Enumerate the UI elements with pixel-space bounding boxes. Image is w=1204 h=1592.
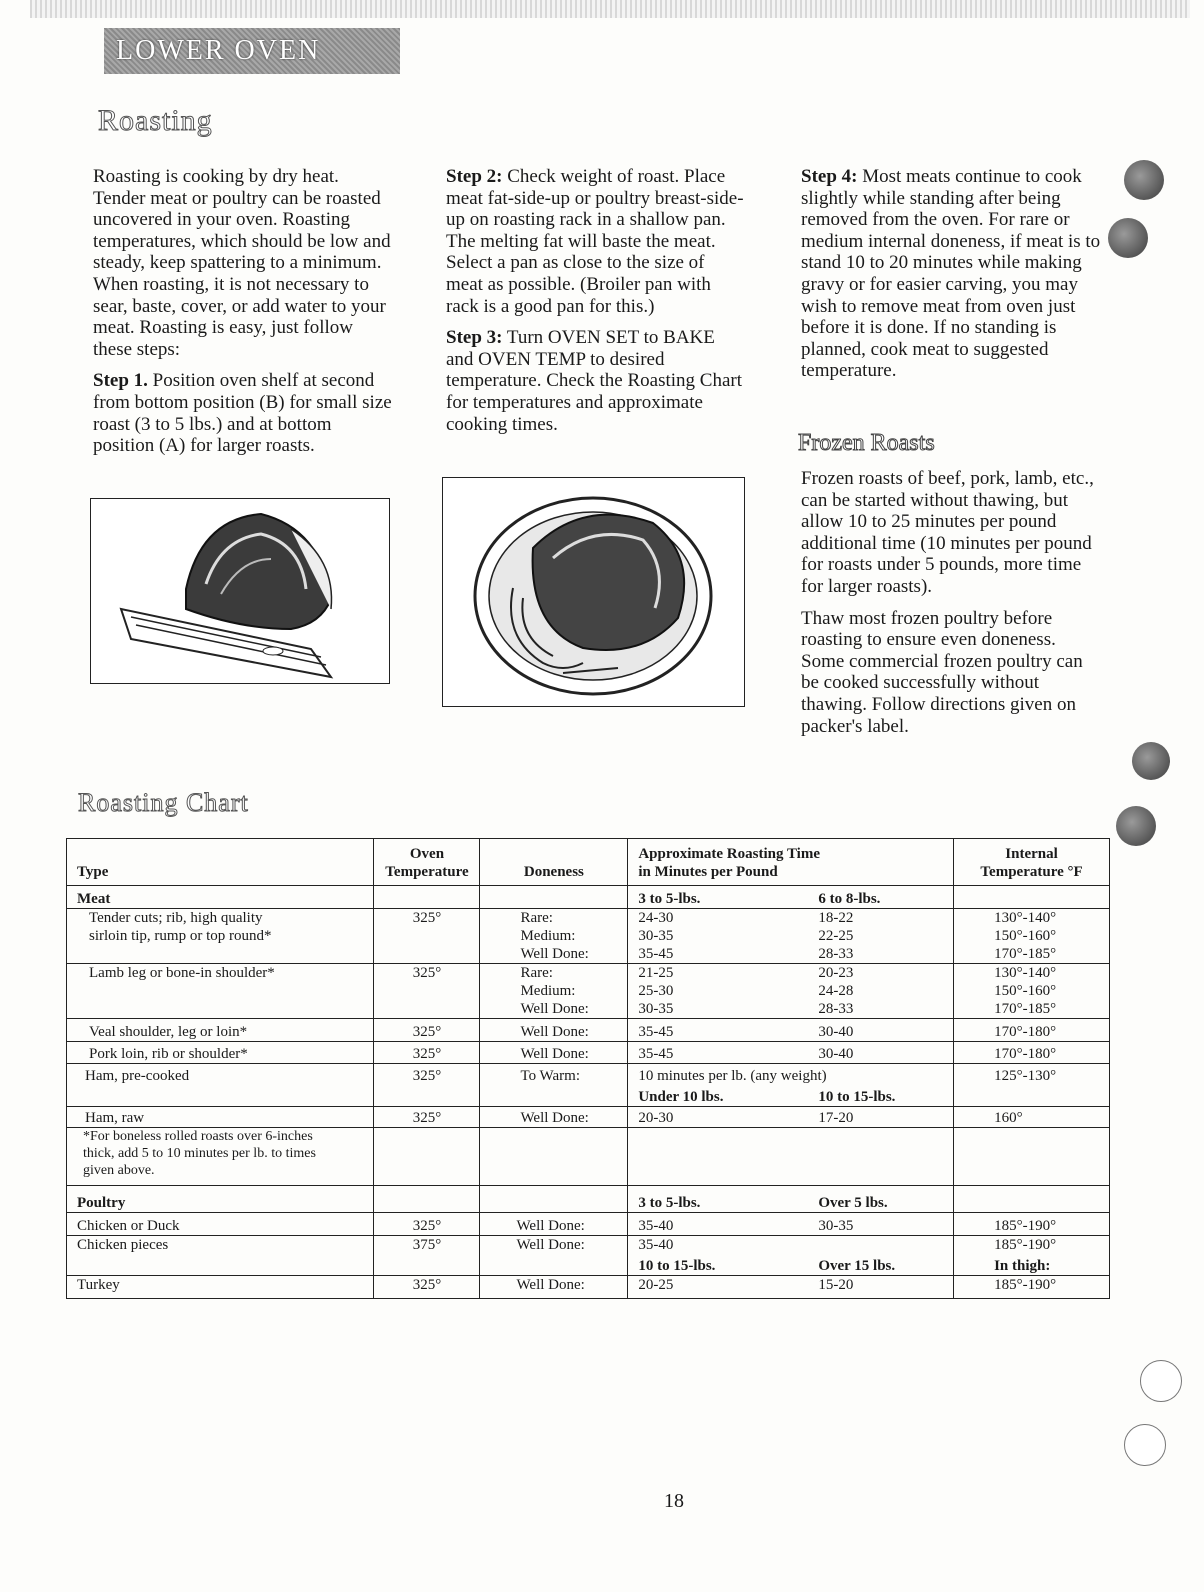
page-number: 18 <box>664 1490 684 1512</box>
table-row: Poultry 3 to 5-lbs. Over 5 lbs. <box>67 1186 1110 1213</box>
table-header-row <box>67 839 1110 886</box>
roasting-chart-title: Roasting Chart <box>78 788 249 817</box>
meat-section <box>67 886 1110 1186</box>
step-3 <box>446 327 746 435</box>
table-row: Veal shoulder, leg or loin* 325° Well Done: 35-45 30-40 170°-180° <box>67 1019 1110 1042</box>
scan-top-edge <box>30 0 1190 18</box>
binder-hole <box>1116 806 1156 846</box>
binder-hole <box>1124 160 1164 200</box>
header-roasting-time: Approximate Roasting Time in Minutes per Pound <box>628 839 954 886</box>
frozen-paragraph-1: Frozen roasts of beef, pork, lamb, etc., can be started without thawing, but allow 10 to 25 minutes per pound additional time (10 minutes per pound for roasts under 5 pounds, more time for larger roasts). <box>801 468 1094 597</box>
table-row: Chicken pieces 375° Well Done: 35-40 10 to 15-lbs. Over 15 lbs. 185°-190° In thigh: <box>67 1236 1110 1276</box>
step-4-text: Most meats continue to cook slightly while standing after being removed from the oven. For rare or medium internal doneness, if meat is to stand 10 to 20 minutes while making gravy or for easier carving, you may wish to remove meat from oven just before it is done. If no standing is planned, cook meat to suggested temperature. <box>801 166 1101 382</box>
table-row: Pork loin, rib or shoulder* 325° Well Done: 35-45 30-40 170°-180° <box>67 1042 1110 1064</box>
roast-on-rack-illustration <box>90 498 390 684</box>
step-4 <box>801 166 1101 382</box>
boneless-footnote: *For boneless rolled roasts over 6-inches thick, add 5 to 10 minutes per lb. to times given above. <box>67 1128 374 1186</box>
roasting-chart-table <box>66 838 1110 1299</box>
meat-label: Meat <box>67 886 374 909</box>
intro-paragraph: Roasting is cooking by dry heat. Tender meat or poultry can be roasted uncovered in your oven. Roasting temperatures, which should be low and steady, keep spattering to a minimum. When roasting, it is not necessary to sear, baste, cover, or add water to your meat. Roasting is easy, just follow these steps: <box>93 166 391 360</box>
step-4-label: Step 4: <box>801 166 858 187</box>
table-row: Lamb leg or bone-in shoulder* 325° Rare: Medium: Well Done: 21-25 25-30 30-35 20-23 24-28 28-33 130°-140° 150°-160° 170°-185° <box>67 964 1110 1019</box>
header-doneness: Doneness <box>480 839 628 886</box>
column-3 <box>801 166 1101 392</box>
step-1-text: Position oven shelf at second from bottom position (B) for small size roast (3 to 5 lbs.) and at bottom position (A) for larger roasts. <box>93 370 392 457</box>
poultry-label: Poultry <box>67 1186 374 1213</box>
frozen-paragraph-2: Thaw most frozen poultry before roasting to ensure even doneness. Some commercial frozen poultry can be cooked successfully without thawing. Follow directions given on packer's label. <box>801 607 1083 737</box>
step-2 <box>446 166 746 317</box>
section-header: LOWER OVEN <box>104 28 400 74</box>
table-row: Ham, raw 325° Well Done: 20-30 17-20 160° <box>67 1107 1110 1128</box>
table-row: Ham, pre-cooked 325° To Warm: 10 minutes per lb. (any weight) Under 10 lbs. 10 to 15-lbs. 125°-130° <box>67 1064 1110 1107</box>
table-row: Turkey 325° Well Done: 20-25 15-20 185°-190° <box>67 1276 1110 1299</box>
poultry-section <box>67 1186 1110 1299</box>
step-2-label: Step 2: <box>446 166 503 187</box>
header-oven-temp: Oven Temperature <box>374 839 480 886</box>
binder-hole <box>1124 1424 1166 1466</box>
binder-hole <box>1108 218 1148 258</box>
table-row: Meat 3 to 5-lbs. 6 to 8-lbs. <box>67 886 1110 909</box>
table-row: Chicken or Duck 325° Well Done: 35-40 30-35 185°-190° <box>67 1213 1110 1236</box>
column-1 <box>93 166 393 467</box>
table-row <box>67 1128 1110 1186</box>
step-3-label: Step 3: <box>446 327 503 349</box>
column-2 <box>446 166 746 445</box>
step-1-label: Step 1. <box>93 370 148 392</box>
step-2-text: Check weight of roast. Place meat fat-side-up or poultry breast-side-up on roasting rack in a shallow pan. The melting fat will baste the meat. Select a pan as close to the size of meat as possible. (Broiler pan with rack is a good pan for this.) <box>446 166 744 317</box>
frozen-roasts-title: Frozen Roasts <box>798 430 935 456</box>
binder-hole <box>1132 742 1170 780</box>
table-row: Tender cuts; rib, high quality sirloin tip, rump or top round* 325° Rare: Medium: Well Done: 24-30 30-35 35-45 18-22 22-25 28-33 130°-140° 150°-160° 170°-185° <box>67 909 1110 964</box>
frozen-column <box>801 468 1101 747</box>
binder-hole <box>1140 1360 1182 1402</box>
sliced-roast-illustration <box>442 477 745 707</box>
roasting-title: Roasting <box>98 104 213 137</box>
header-internal-temp: Internal Temperature °F <box>954 839 1110 886</box>
header-type: Type <box>67 839 374 886</box>
step-1 <box>93 370 393 456</box>
step-3-text: Turn OVEN SET to BAKE and OVEN TEMP to desired temperature. Check the Roasting Chart for temperatures and approximate cooking times. <box>446 327 742 435</box>
